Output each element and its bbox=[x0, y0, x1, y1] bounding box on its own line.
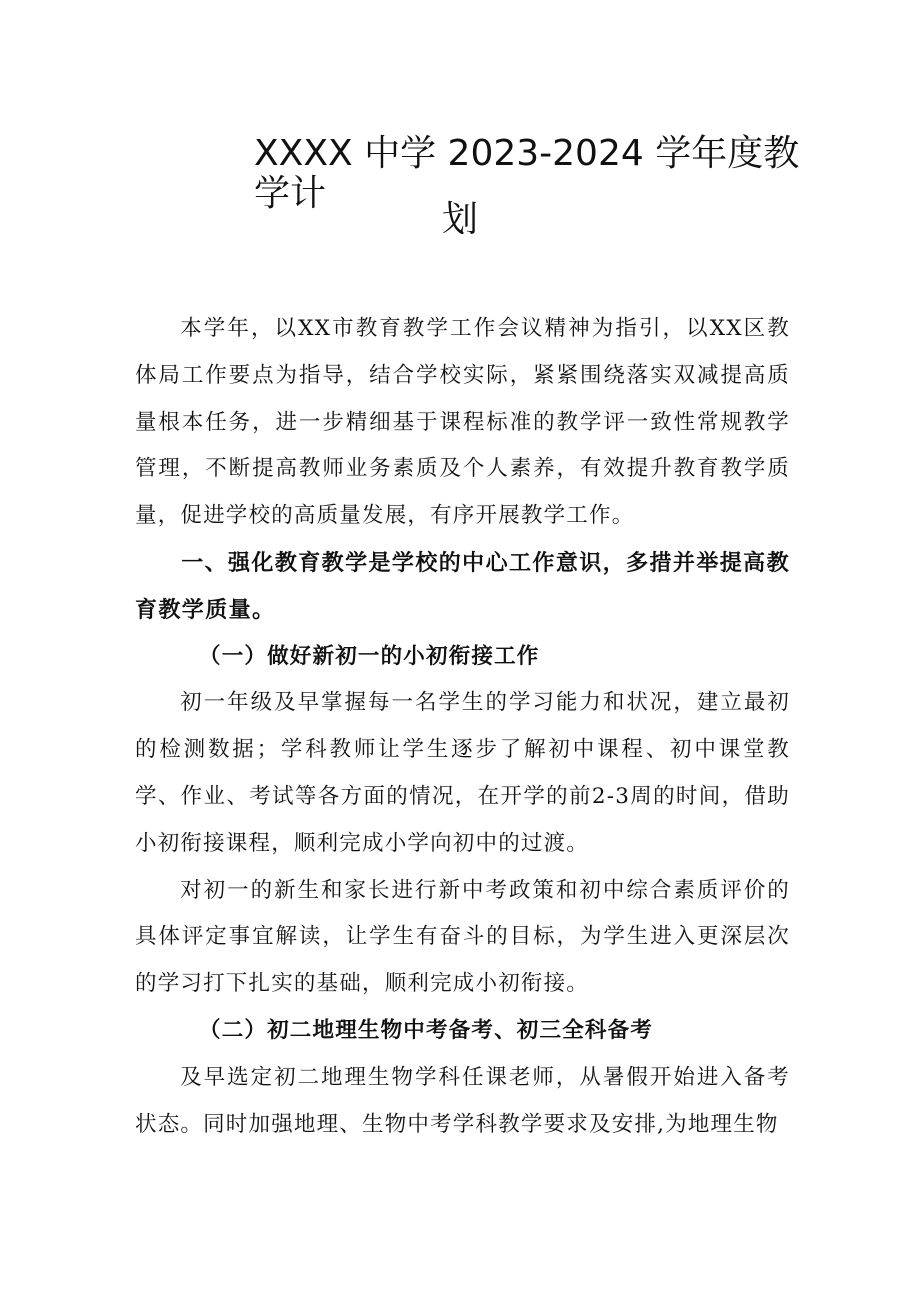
section-heading-1: 一、强化教育教学是学校的中心工作意识，多措并举提高教育教学质量。 bbox=[135, 549, 790, 623]
paragraph-exam-preparation: 及早选定初二地理生物学科任课老师，从暑假开始进入备考状态。同时加强地理、生物中考学科教学要求及安排,为地理生物 bbox=[135, 1064, 790, 1137]
document-title-line-2: 划 bbox=[441, 199, 478, 240]
subsection-heading-2: （二）初二地理生物中考备考、初三全科备考 bbox=[199, 1017, 654, 1043]
paragraph-new-students-parents: 对初一的新生和家长进行新中考政策和初中综合素质评价的具体评定事宜解读，让学生有奋斗的目标，为学生进入更深层次的学习打下扎实的基础，顺利完成小初衔接。 bbox=[135, 877, 790, 997]
subsection-heading-1: （一）做好新初一的小初衔接工作 bbox=[199, 643, 540, 669]
document-title-line-1: XXXX 中学 2023-2024 学年度教学计 bbox=[254, 133, 800, 214]
paragraph-grade-one-transition: 初一年级及早掌握每一名学生的学习能力和状况，建立最初的检测数据；学科教师让学生逐步了解初中课程、初中课堂教学、作业、考试等各方面的情况，在开学的前2-3周的时间，借助小初衔接课程，顺利完成小学向初中的过渡。 bbox=[135, 690, 790, 856]
document-body bbox=[135, 306, 790, 1148]
intro-paragraph: 本学年，以XX市教育教学工作会议精神为指引，以XX区教体局工作要点为指导，结合学校实际，紧紧围绕落实双减提高质量根本任务，进一步精细基于课程标准的教学评一致性常规教学管理，不断提高教师业务素质及个人素养，有效提升教育教学质量，促进学校的高质量发展，有序开展教学工作。 bbox=[135, 316, 790, 529]
